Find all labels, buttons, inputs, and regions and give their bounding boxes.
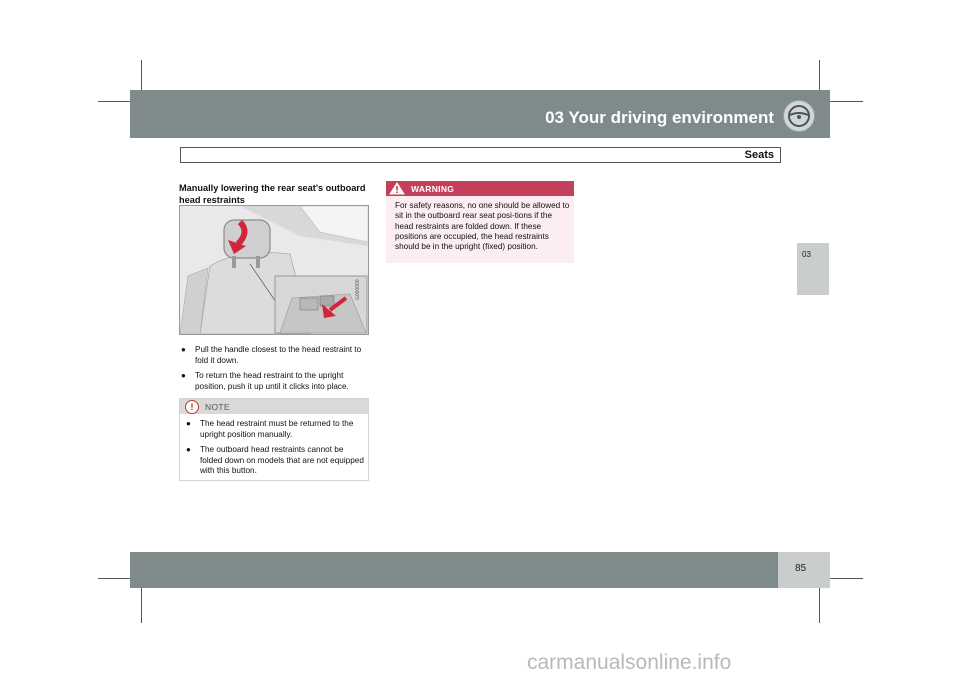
list-item (184, 445, 364, 477)
bullet-icon: ● (181, 345, 186, 354)
section-bar (180, 147, 781, 163)
step-list (179, 345, 369, 397)
note-header (180, 399, 368, 414)
illustration-code: G000000 (355, 279, 361, 300)
warning-header (386, 181, 574, 196)
chapter-title: 03 Your driving environment (545, 108, 774, 127)
watermark: carmanualsonline.info (527, 651, 732, 674)
bullet-icon: ● (181, 371, 186, 380)
note-title: NOTE (205, 402, 230, 412)
warning-box (386, 181, 574, 263)
step-text: To return the head restraint to the upright position, push it up until it clicks into place. (195, 371, 349, 391)
note-text: The outboard head restraints cannot be folded down on models that are not equipped with this button. (200, 445, 364, 475)
step-text: Pull the handle closest to the head restraint to fold it down. (195, 345, 362, 365)
note-box (179, 398, 369, 481)
bullet-icon: ● (186, 419, 191, 428)
warning-title: WARNING (411, 184, 455, 194)
list-item (179, 345, 369, 366)
page-number-tab (778, 552, 830, 588)
chapter-side-tab (797, 243, 829, 295)
list-item (184, 419, 364, 440)
head-restraint-illustration (179, 205, 369, 335)
note-text: The head restraint must be returned to the upright position manually. (200, 419, 354, 439)
header-band (130, 90, 830, 138)
list-item (179, 371, 369, 392)
side-tab-label: 03 (802, 250, 811, 259)
note-exclamation-icon: ! (185, 400, 199, 414)
warning-text: For safety reasons, no one should be allowed to sit in the outboard rear seat posi-tions if the head restraints are folded down. If these positions are occupied, the head restraints should be in the upright (fixed) position. (395, 201, 570, 252)
warning-triangle-icon (389, 182, 405, 200)
section-heading: Manually lowering the rear seat's outboard head restraints (179, 183, 366, 205)
footer-band (130, 552, 830, 588)
bullet-icon: ● (186, 445, 191, 454)
page-number: 85 (795, 563, 807, 574)
note-list (184, 419, 364, 482)
section-title: Seats (744, 149, 774, 161)
steering-wheel-icon (783, 100, 815, 132)
